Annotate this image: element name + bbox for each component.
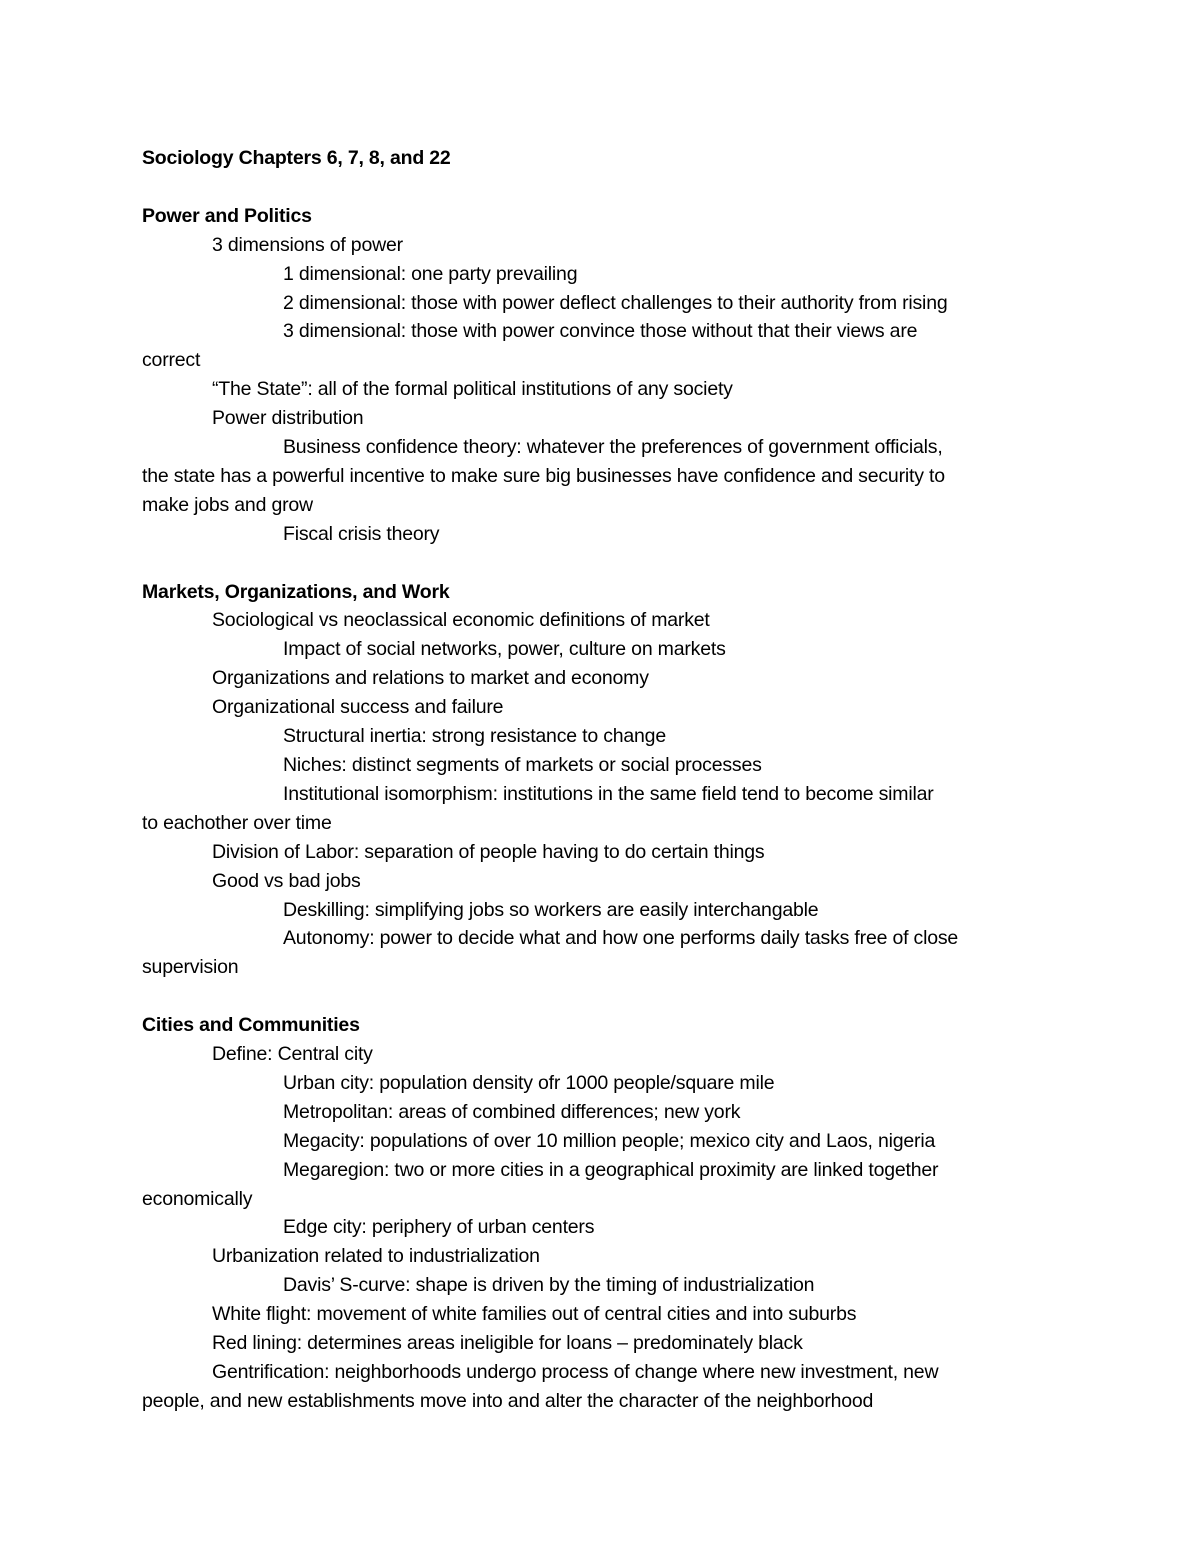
outline-item: Autonomy: power to decide what and how one performs daily tasks free of close xyxy=(283,927,959,950)
outline-item: Sociological vs neoclassical economic definitions of market xyxy=(212,609,710,632)
outline-item-continuation: supervision xyxy=(142,956,239,979)
outline-item: Business confidence theory: whatever the preferences of government officials, xyxy=(283,436,943,459)
outline-item: Urbanization related to industrialization xyxy=(212,1245,540,1268)
outline-item-continuation: people, and new establishments move into and alter the character of the neighborhood xyxy=(142,1389,874,1412)
section-heading: Markets, Organizations, and Work xyxy=(142,580,450,603)
spacer xyxy=(142,173,1062,202)
outline-item: Red lining: determines areas ineligible for loans – predominately black xyxy=(212,1332,803,1355)
outline-item: Niches: distinct segments of markets or social processes xyxy=(283,754,762,776)
outline-item: Davis’ S-curve: shape is driven by the timing of industrialization xyxy=(283,1274,815,1297)
outline-item: Good vs bad jobs xyxy=(212,869,361,892)
outline-item: Institutional isomorphism: institutions in the same field tend to become similar xyxy=(283,782,934,805)
document-title: Sociology Chapters 6, 7, 8, and 22 xyxy=(142,147,451,169)
outline-item: Organizations and relations to market and economy xyxy=(212,667,649,690)
outline-item: 3 dimensions of power xyxy=(212,233,403,256)
outline-item: “The State”: all of the formal political institutions of any society xyxy=(212,378,733,401)
outline-item: White flight: movement of white families out of central cities and into suburbs xyxy=(212,1303,857,1326)
outline-item: Urban city: population density ofr 1000 people/square mile xyxy=(283,1071,775,1094)
spacer xyxy=(142,549,1062,578)
outline-item: 3 dimensional: those with power convince those without that their views are xyxy=(283,320,918,343)
outline-item: Gentrification: neighborhoods undergo process of change where new investment, new xyxy=(212,1361,939,1384)
outline-item: Structural inertia: strong resistance to change xyxy=(283,725,666,748)
outline-item: Organizational success and failure xyxy=(212,696,504,719)
outline-item: Power distribution xyxy=(212,407,364,430)
outline-item: Megacity: populations of over 10 million people; mexico city and Laos, nigeria xyxy=(283,1129,936,1152)
spacer xyxy=(142,982,1062,1011)
outline-item: Megaregion: two or more cities in a geographical proximity are linked together xyxy=(283,1158,939,1181)
outline-item: 1 dimensional: one party prevailing xyxy=(283,262,578,285)
outline-item: Define: Central city xyxy=(212,1043,373,1066)
outline-item-continuation: the state has a powerful incentive to make sure big businesses have confidence and security to xyxy=(142,464,945,487)
outline-item: Division of Labor: separation of people having to do certain things xyxy=(212,840,765,863)
section-heading: Cities and Communities xyxy=(142,1014,360,1037)
outline-item: Fiscal crisis theory xyxy=(283,522,440,545)
outline-item: 2 dimensional: those with power deflect challenges to their authority from rising xyxy=(283,291,948,314)
outline-item: Impact of social networks, power, culture on markets xyxy=(283,638,726,661)
outline-item-continuation: correct xyxy=(142,349,201,372)
outline-item: Deskilling: simplifying jobs so workers are easily interchangable xyxy=(283,898,819,921)
section-heading: Power and Politics xyxy=(142,204,312,227)
outline-item: Edge city: periphery of urban centers xyxy=(283,1216,595,1239)
outline-item-continuation: make jobs and grow xyxy=(142,493,313,516)
outline-item-continuation: economically xyxy=(142,1187,253,1210)
outline-item: Metropolitan: areas of combined differences; new york xyxy=(283,1100,741,1123)
document-page xyxy=(142,144,1062,1416)
outline-item-continuation: to eachother over time xyxy=(142,811,332,834)
